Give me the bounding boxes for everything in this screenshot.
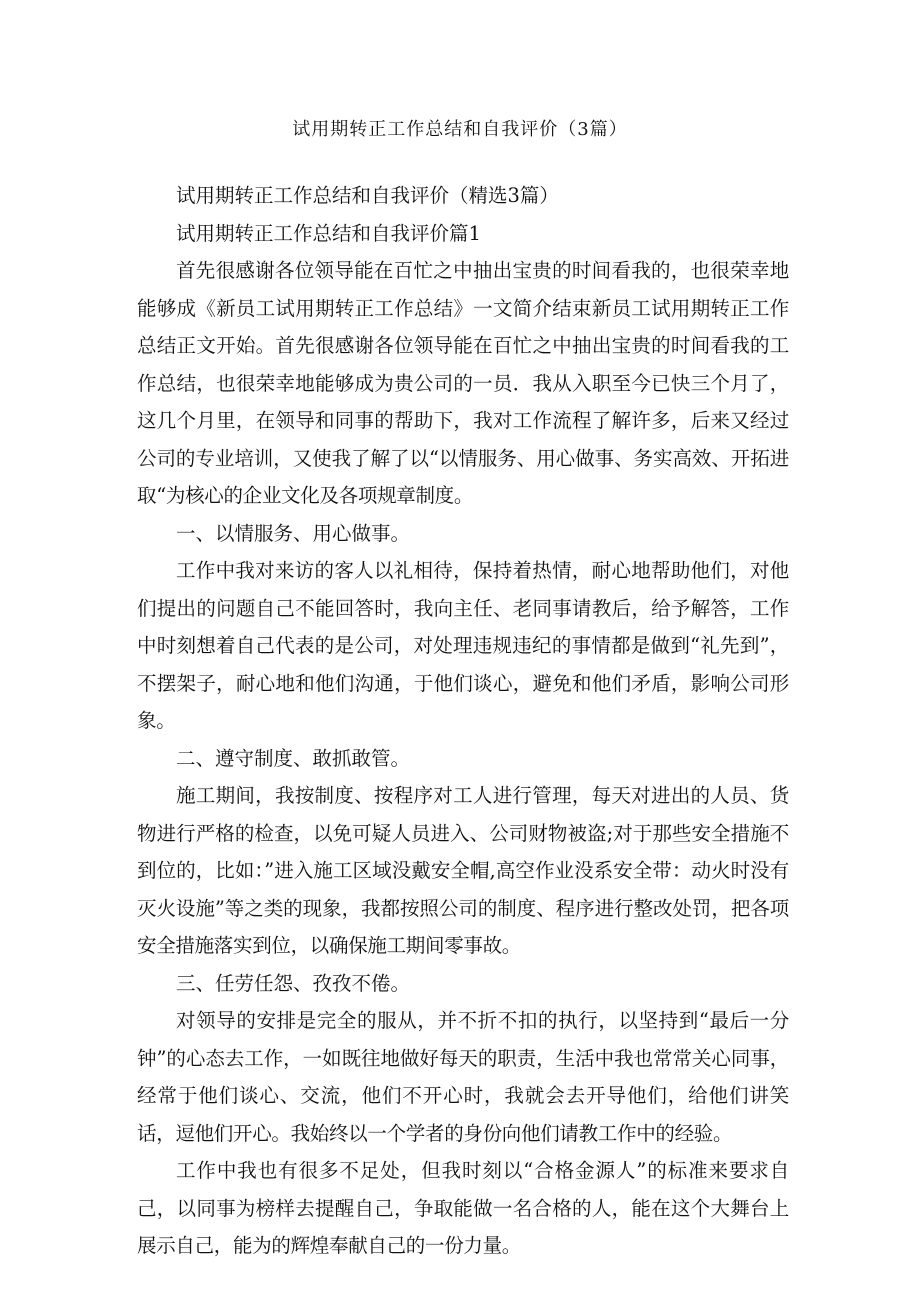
document-title: 试用期转正工作总结和自我评价（3篇） (292, 119, 628, 140)
intro-paragraph: 首先很感谢各位领导能在百忙之中抽出宝贵的时间看我的，也很荣幸地能够成《新员工试用期转正工作总结》一文简介结束新员工试用期转正工作总结正文开始。首先很感谢各位领导能在百忙之中抽出宝贵的时间看我的工作总结，也很荣幸地能够成为贵公司的一员．我从入职至今已快三个月了，这几个月里，在领导和同事的帮助下，我对工作流程了解许多，后来又经过公司的专业培训，又使我了解了以“以情服务、用心做事、务实高效、开拓进取“为核心的企业文化及各项规章制度。 (137, 259, 789, 507)
document-body (137, 177, 789, 1265)
point-1-paragraph: 工作中我对来访的客人以礼相待，保持着热情，耐心地帮助他们，对他们提出的问题自己不能回答时，我向主任、老同事请教后，给予解答，工作中时刻想着自己代表的是公司，对处理违规违纪的事情都是做到“礼先到”，不摆架子，耐心地和他们沟通，于他们谈心，避免和他们矛盾，影响公司形象。 (137, 559, 789, 732)
closing-paragraph: 工作中我也有很多不足处，但我时刻以“合格金源人”的标准来要求自己，以同事为榜样去提醒自己，争取能做一名合格的人，能在这个大舞台上展示自己，能为的辉煌奉献自己的一份力量。 (137, 1159, 789, 1257)
heading-point-3: 三、任劳任怨、孜孜不倦。 (176, 971, 411, 995)
point-2-paragraph: 施工期间，我按制度、按程序对工人进行管理，每天对进出的人员、货物进行严格的检查，以免可疑人员进入、公司财物被盗;对于那些安全措施不到位的，比如：”进入施工区域没戴安全帽,高空作业没系安全带：动火时没有灭火设施”等之类的现象，我都按照公司的制度、程序进行整改处罚，把各项安全措施落实到位，以确保施工期间零事故。 (137, 784, 789, 957)
section-heading-part-1: 试用期转正工作总结和自我评价篇1 (176, 221, 481, 245)
point-3-paragraph: 对领导的安排是完全的服从，并不折不扣的执行，以坚持到“最后一分钟”的心态去工作，一如既往地做好每天的职责，生活中我也常常关心同事，经常于他们谈心、交流，他们不开心时，我就会去开导他们，给他们讲笑话，逗他们开心。我始终以一个学者的身份向他们请教工作中的经验。 (137, 1009, 789, 1145)
heading-point-2: 二、遵守制度、敢抓敢管。 (176, 746, 411, 770)
subtitle-paragraph: 试用期转正工作总结和自我评价（精选3篇） (176, 184, 559, 207)
heading-point-1: 一、以情服务、用心做事。 (176, 521, 411, 545)
